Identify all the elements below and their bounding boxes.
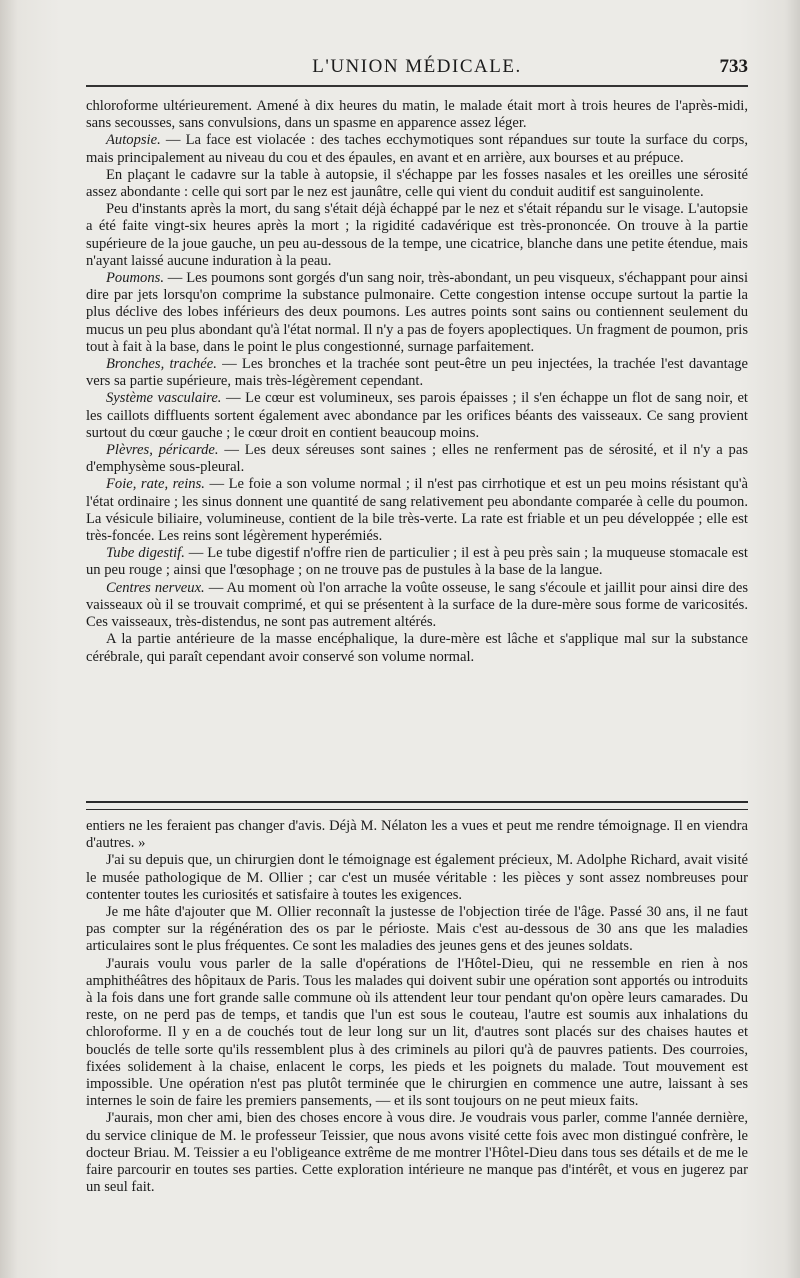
autopsy-report-section	[86, 98, 748, 666]
paragraph-text: A la partie antérieure de la masse encéphalique, la dure-mère est lâche et s'applique mal sur la substance cérébrale, qui paraît cependant avoir conservé son volume normal.	[86, 631, 748, 665]
paragraph-text: J'ai su depuis que, un chirurgien dont le témoignage est également précieux, M. Adolphe Richard, avait visité le musée pathologique de M. Ollier ; car c'est un musée véritable : les pièces y sont assez nombreuses pour contenter toutes les curiosités et satisfaire à toutes les exigences.	[86, 852, 748, 903]
paragraph	[86, 818, 748, 852]
feuilleton-section	[86, 818, 748, 1196]
paragraph-text: entiers ne les feraient pas changer d'avis. Déjà M. Nélaton les a vues et peut me rendre témoignage. Il en viendra d'autres. »	[86, 818, 748, 852]
paragraph-heading: Bronches, trachée.	[106, 356, 217, 373]
paragraph-text: chloroforme ultérieurement. Amené à dix heures du matin, le malade était mort à trois heures de l'après-midi, sans secousses, sans convulsions, dans un spasme en apparence assez léger.	[86, 98, 748, 132]
paragraph-heading: Tube digestif.	[106, 545, 185, 562]
paragraph	[86, 904, 748, 956]
paragraph	[86, 390, 748, 442]
paragraph-text: — La face est violacée : des taches ecchymotiques sont répandues sur toute la surface du corps, mais principalement au niveau du cou et des épaules, en avant et en arrière, aux bourses et au prépuce.	[86, 132, 748, 166]
paragraph	[86, 270, 748, 356]
journal-title: L'UNION MÉDICALE.	[312, 56, 522, 77]
paragraph-text: — Au moment où l'on arrache la voûte osseuse, le sang s'écoule et jaillit pour ainsi dire des vaisseaux où il se trouvait comprimé, et qui se présentent à la surface de la dure-mère sous forme de varicosités. Ces vaisseaux, très-distendus, ne sont pas autrement altérés.	[86, 579, 749, 631]
paragraph-text: — Les poumons sont gorgés d'un sang noir, très-abondant, un peu visqueux, s'échappant pour ainsi dire par jets lorsqu'on comprime la substance pulmonaire. Cette congestion intense occupe surtout la partie la plus déclive des lobes inférieurs des deux poumons. Les autres points sont sains ou contiennent seulement du mucus un peu plus abondant qu'à l'état normal. Il n'y a pas de foyers apoplectiques. Un fragment de poumon, pris tout à fait à la base, dans le point le plus congestionné, surnage parfaitement.	[86, 270, 748, 355]
page-number: 733	[719, 56, 748, 77]
paragraph-text: — Les deux séreuses sont saines ; elles ne renferment pas de sérosité, et il n'y a pas d'emphysème sous-pleural.	[86, 442, 748, 476]
paragraph-text: — Le tube digestif n'offre rien de particulier ; il est à peu près sain ; la muqueuse stomacale est un peu rouge ; ainsi que l'œsophage ; on ne trouve pas de pustules à la base de la langue.	[86, 545, 748, 579]
paragraph	[86, 356, 748, 390]
paragraph-heading: Plèvres, péricarde.	[106, 442, 219, 459]
paragraph-text: — Le foie a son volume normal ; il n'est pas cirrhotique et est un peu moins résistant qu'à l'état ordinaire ; les sinus donnent une quantité de sang relativement peu abondante comparée à celle du poumon. La vésicule biliaire, volumineuse, contient de la bile très-verte. La rate est friable et un peu développée ; elle est très-foncée. Les reins sont légèrement hyperémiés.	[86, 476, 749, 545]
paragraph-heading: Foie, rate, reins.	[106, 476, 205, 493]
paragraph	[86, 956, 748, 1111]
paragraph	[86, 132, 748, 166]
paragraph	[86, 98, 748, 132]
section-divider	[86, 801, 748, 810]
paragraph-heading: Centres nerveux.	[106, 579, 205, 596]
paragraph	[86, 631, 748, 665]
paragraph	[86, 167, 748, 201]
paragraph-heading: Autopsie.	[106, 132, 161, 149]
paragraph-text: J'aurais, mon cher ami, bien des choses encore à vous dire. Je voudrais vous parler, comme l'année dernière, du service clinique de M. le professeur Teissier, que nous avons visité cette fois avec mon distingué confrère, le docteur Briau. M. Teissier a eu l'obligeance extrême de me montrer l'Hôtel-Dieu dans tous ses détails et de me le faire parcourir en toutes ses parties. Cette exploration intérieure ne manque pas d'intérêt, et vous en jugerez par un seul fait.	[86, 1110, 748, 1196]
running-head	[86, 56, 748, 82]
paragraph-text: — Le cœur est volumineux, ses parois épaisses ; il s'en échappe un flot de sang noir, et les caillots diffluents sortent également avec abondance par les orifices béants des vaisseaux. Ce sang provient surtout du cœur gauche ; le cœur droit en contient beaucoup moins.	[86, 390, 748, 441]
paragraph	[86, 1110, 748, 1196]
paragraph-text: J'aurais voulu vous parler de la salle d'opérations de l'Hôtel-Dieu, qui ne ressemble en rien à nos amphithéâtres des hôpitaux de Paris. Tous les malades qui doivent subir une opération sont apportés ou introduits à la fois dans une fort grande salle commune où ils attendent leur tour pendant qu'on opère leurs camarades. Du reste, on ne perd pas de temps, et tandis que l'un est sous le couteau, l'autre est soumis aux inhalations du chloroforme. Il y en a de couchés tout de leur long sur un lit, d'autres sont placés sur des chaises hautes et bouclés de telle sorte qu'ils ressemblent plus à des criminels au pilori qu'à de pauvres patients. Des courroies, fixées solidement à la chaise, enlacent le corps, les pieds et les poignets du malade. Tout mouvement est impossible. Une opération n'est pas plutôt terminée que le chirurgien en commence une autre, laissant à ses internes le soin de faire les premiers pansements, — et ils sont toujours on ne peut mieux faits.	[86, 955, 748, 1110]
paragraph-heading: Système vasculaire.	[106, 390, 222, 407]
paragraph	[86, 545, 748, 579]
paragraph	[86, 476, 748, 545]
paragraph-text: En plaçant le cadavre sur la table à autopsie, il s'échappe par les fosses nasales et les oreilles une sérosité assez abondante : celle qui sort par le nez est jaunâtre, celle qui vient du conduit auditif est sanguinolente.	[86, 166, 748, 201]
paragraph-text: Je me hâte d'ajouter que M. Ollier reconnaît la justesse de l'objection tirée de l'âge. Passé 30 ans, il ne faut pas compter sur la régénération des os par le périoste. Mais c'est au-dessous de 30 ans que les maladies articulaires sont le plus fréquentes. Ce sont les maladies des jeunes gens et des jeunes soldats.	[86, 904, 748, 955]
paragraph-text: — Les bronches et la trachée sont peut-être un peu injectées, la trachée l'est davantage vers sa partie supérieure, mais très-légèrement cependant.	[86, 356, 748, 390]
paragraph	[86, 442, 748, 476]
header-rule	[86, 85, 748, 87]
paragraph	[86, 852, 748, 904]
paragraph-text: Peu d'instants après la mort, du sang s'était déjà échappé par le nez et s'était répandu sur le visage. L'autopsie a été faite vingt-six heures après la mort ; la rigidité cadavérique est très-prononcée. On trouve à la partie supérieure de la joue gauche, un peu au-dessous de la tempe, une cicatrice, blanche dans une petite étendue, mais n'ayant laissé aucune induration à la peau.	[86, 201, 748, 269]
paragraph-heading: Poumons.	[106, 270, 164, 287]
paragraph	[86, 201, 748, 270]
paragraph	[86, 580, 748, 632]
